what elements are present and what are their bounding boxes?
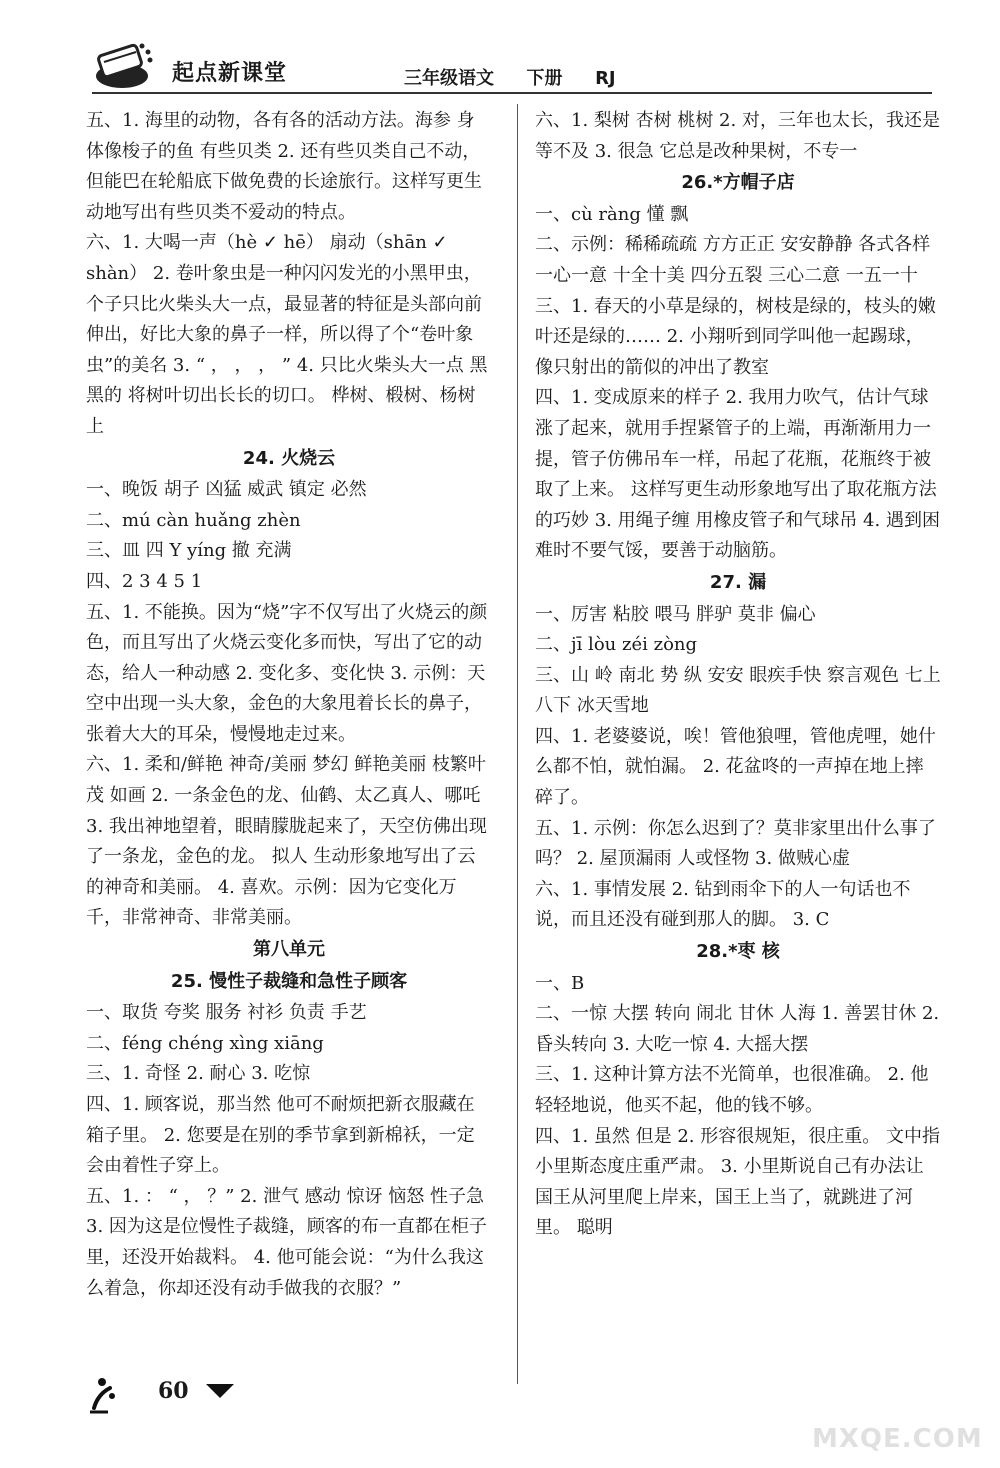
answer-item: 一、厉害 粘胶 喂马 胖驴 莫非 偏心 xyxy=(535,603,816,625)
brand-title: 起点新课堂 xyxy=(172,61,288,86)
answer-item: 三、1. 春天的小草是绿的，树枝是绿的，枝头的嫩叶还是绿的…… 2. 小翔听到同学叫他一起踢球，像只射出的箭似的冲出了教室 xyxy=(535,295,936,378)
right-column xyxy=(535,106,941,1244)
section-heading: 第八单元 xyxy=(253,939,325,961)
sprout-icon xyxy=(88,1374,128,1414)
answer-item: 四、1. 变成原来的样子 2. 我用力吹气，估计气球涨了起来，就用手捏紧管子的上端，再渐渐用力一提，管子仿佛吊车一样，吊起了花瓶，花瓶终于被取了上来。 这样写更生动形象地写出了取花瓶方法的巧妙 3. 用绳子缠 用橡皮管子和气球吊 4. 遇到困难时不要气馁，要善于动脑筋。 xyxy=(535,387,940,562)
answer-item: 三、1. 奇怪 2. 耐心 3. 吃惊 xyxy=(86,1063,311,1085)
answer-item: 五、1. 不能换。因为“烧”字不仅写出了火烧云的颜色，而且写出了火烧云变化多而快，写出了它的动态，给人一种动感 2. 变化多、变化快 3. 示例：天空中出现一头大象，金色的大象甩着长长的鼻子，张着大大的耳朵，慢慢地走过来。 xyxy=(86,601,488,745)
answer-item: 六、1. 大喝一声（hè ✓ hē） 扇动（shān ✓ shàn） 2. 卷叶象虫是一种闪闪发光的小黑甲虫，个子只比火柴头大一点，最显著的特征是头部向前伸出，好比大象的鼻子一样，所以得了个“卷叶象虫”的美名 3. “ ， ， ， ” 4. 只比火柴头大一点 黑黑的 将树叶切出长长的切口。 桦树、椴树、杨树上 xyxy=(86,232,488,437)
section-heading: 26.*方帽子店 xyxy=(681,172,795,194)
answer-item: 一、取货 夸奖 服务 衬衫 负责 手艺 xyxy=(86,1002,367,1024)
answer-item: 四、1. 顾客说，那当然 他可不耐烦把新衣服藏在箱子里。 2. 您要是在别的季节拿到新棉袄，一定会由着性子穿上。 xyxy=(86,1094,475,1177)
answer-item: 三、山 岭 南北 势 纵 安安 眼疾手快 察言观色 七上八下 冰天雪地 xyxy=(535,664,941,717)
answer-item: 六、1. 梨树 杏树 桃树 2. 对，三年也太长，我还是等不及 3. 很急 它总是改种果树，不专一 xyxy=(535,110,940,162)
left-column xyxy=(86,106,492,1304)
answer-item: 五、1. ： “ ， ？” 2. 泄气 感动 惊讶 恼怒 性子急 3. 因为这是位慢性子裁缝，顾客的布一直都在柜子里，还没开始裁料。 4. 他可能会说：“为什么我这么着急，你却还没有动手做我的衣服？” xyxy=(86,1185,487,1299)
answer-item: 五、1. 海里的动物，各有各的活动方法。海参 身体像梭子的鱼 有些贝类 2. 还有些贝类自己不动，但能巴在轮船底下做免费的长途旅行。这样写更生动地写出有些贝类不爱动的特点。 xyxy=(86,110,482,223)
answer-item: 二、féng chéng xìng xiāng xyxy=(86,1032,324,1054)
down-arrow-icon xyxy=(206,1384,234,1398)
column-divider xyxy=(517,104,518,1384)
answer-item: 六、1. 柔和/鲜艳 神奇/美丽 梦幻 鲜艳美丽 枝繁叶茂 如画 2. 一条金色的龙、仙鹤、太乙真人、哪吒 3. 我出神地望着，眼睛朦胧起来了，天空仿佛出现了一条龙，金色的龙。 拟人 生动形象地写出了云的神奇和美丽。 4. 喜欢。示例：因为它变化万千，非常神奇、非常美丽。 xyxy=(86,754,487,929)
section-heading: 24. 火烧云 xyxy=(242,447,336,469)
notebook-pencil-icon xyxy=(92,36,156,92)
answer-item: 二、一惊 大摆 转向 闹北 甘休 人海 1. 善罢甘休 2. 昏头转向 3. 大吃一惊 4. 大摇大摆 xyxy=(535,1003,940,1055)
watermark xyxy=(812,1364,982,1454)
watermark-text: MXQE.COM xyxy=(812,1424,983,1454)
page-footer xyxy=(88,1370,288,1410)
answer-item: 二、mú càn huǎng zhèn xyxy=(86,509,301,531)
answer-item: 一、cù ràng 懂 飘 xyxy=(535,203,689,225)
section-heading: 28.*枣 核 xyxy=(696,941,780,963)
page-number: 60 xyxy=(158,1378,189,1404)
answer-item: 二、示例：稀稀疏疏 方方正正 安安静静 各式各样 一心一意 十全十美 四分五裂 三心二意 一五一十 xyxy=(535,234,931,286)
answer-item: 三、皿 四 Y yíng 撤 充满 xyxy=(86,540,292,562)
answer-item: 六、1. 事情发展 2. 钻到雨伞下的人一句话也不说，而且还没有碰到那人的脚。 3. C xyxy=(535,878,911,931)
answer-item: 二、jī lòu zéi zòng xyxy=(535,634,698,656)
answer-item: 四、1. 老婆婆说，唉！管他狼哩，管他虎哩，她什么都不怕，就怕漏。 2. 花盆咚的一声掉在地上摔碎了。 xyxy=(535,725,936,809)
section-heading: 25. 慢性子裁缝和急性子顾客 xyxy=(170,970,408,992)
answer-item: 一、晚饭 胡子 凶猛 威武 镇定 必然 xyxy=(86,479,367,501)
answer-item: 四、2 3 4 5 1 xyxy=(86,570,203,592)
answer-item: 四、1. 虽然 但是 2. 形容很规矩，很庄重。 文中指小里斯态度庄重严肃。 3. 小里斯说自己有办法让国王从河里爬上岸来，国王上当了，就跳进了河里。 聪明 xyxy=(535,1125,940,1239)
answer-item: 三、1. 这种计算方法不光简单，也很准确。 2. 他轻轻地说，他买不起，他的钱不够。 xyxy=(535,1064,929,1116)
subject-label: 三年级语文 下册 RJ xyxy=(404,68,616,89)
page-header xyxy=(92,28,942,90)
header-rule xyxy=(92,92,932,94)
section-heading: 27. 漏 xyxy=(709,571,767,593)
answer-item: 一、B xyxy=(535,972,585,994)
answer-item: 五、1. 示例：你怎么迟到了？莫非家里出什么事了吗？ 2. 屋顶漏雨 人或怪物 3. 做贼心虚 xyxy=(535,817,936,870)
